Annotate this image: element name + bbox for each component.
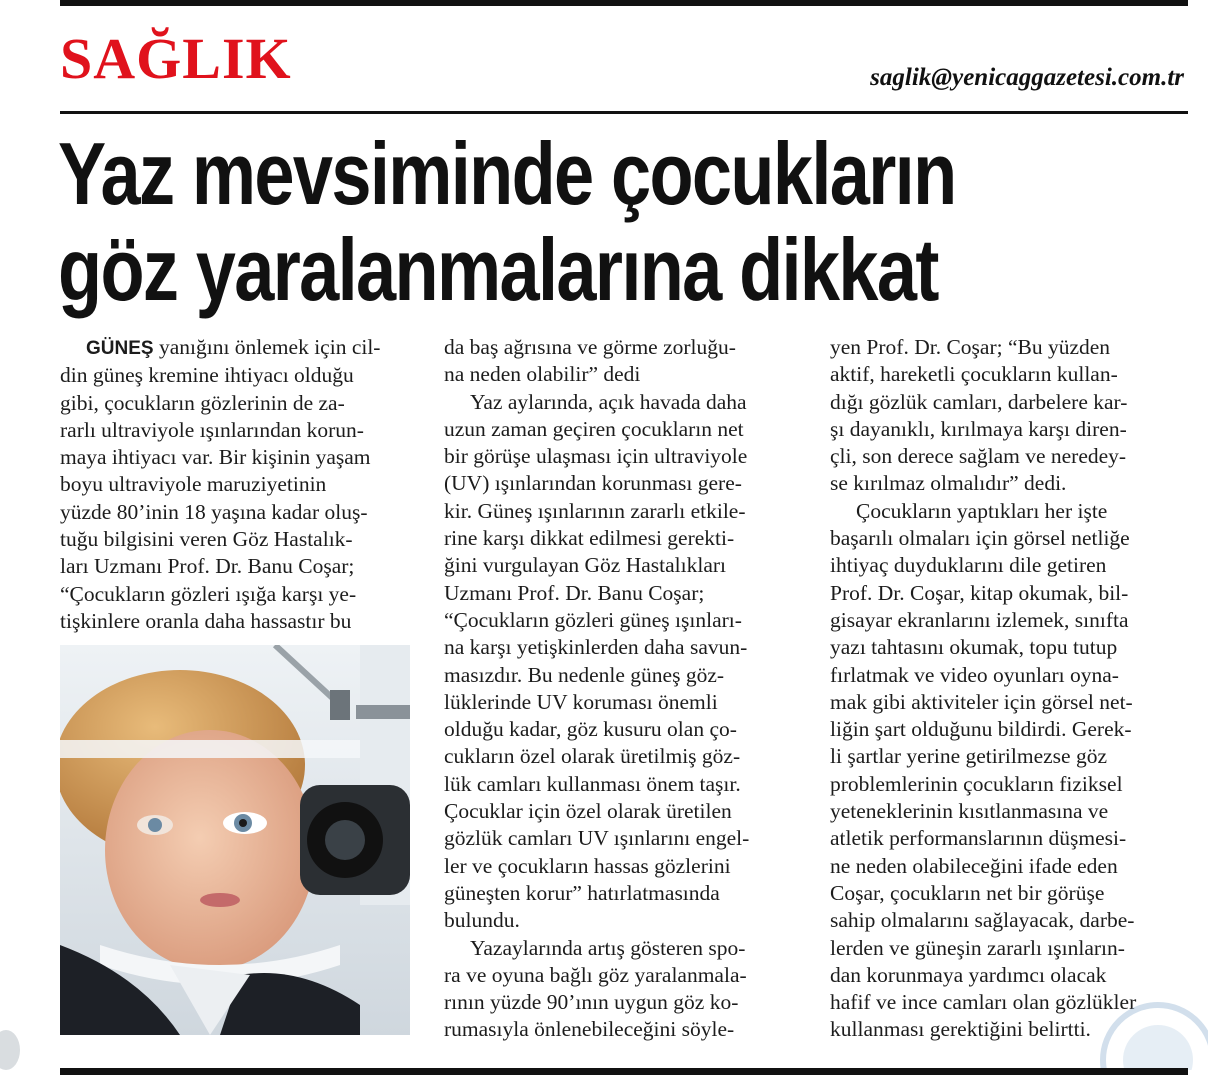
- col2-line: uzun zaman geçiren çocukların net: [444, 416, 744, 441]
- col3-line: çli, son derece sağlam ve neredey-: [830, 444, 1127, 469]
- col2-line: lüklerinde UV koruması önemli: [444, 689, 718, 714]
- article-photo: [60, 645, 410, 1035]
- col1-line: “Çocukların gözleri ışığa karşı ye-: [60, 581, 357, 606]
- col3-line: dığı gözlük camları, darbelere kar-: [830, 389, 1128, 414]
- col3-line: sahip olmalarını sağlayacak, darbe-: [830, 908, 1135, 933]
- col3-line: gisayar ekranlarını izlemek, sınıfta: [830, 607, 1129, 632]
- col2-line: bir görüşe ulaşması için ultraviyole: [444, 444, 748, 469]
- article-column-3: [830, 334, 1182, 1044]
- section-email[interactable]: saglik@yenicaggazetesi.com.tr: [870, 64, 1184, 91]
- col1-line: din güneş kremine ihtiyacı olduğu: [60, 363, 354, 388]
- col2-line: olduğu kadar, göz kusuru olan ço-: [444, 717, 737, 742]
- col2-line: Yazaylarında artış gösteren spo-: [470, 935, 746, 960]
- headline-line-1: Yaz mevsiminde çocukların: [58, 124, 956, 223]
- col3-line: hafif ve ince camları olan gözlükler: [830, 990, 1137, 1015]
- page-edge-mark: [0, 1030, 20, 1070]
- col1-text: yanığını önlemek için cil-: [153, 335, 381, 359]
- col1-line: tuğu bilgisini veren Göz Hastalık-: [60, 527, 353, 552]
- col2-line: güneşten korur” hatırlatmasında: [444, 880, 720, 905]
- bottom-rule: [60, 1068, 1188, 1075]
- col1-line: maya ihtiyacı var. Bir kişinin yaşam: [60, 445, 371, 470]
- col1-line: gibi, çocukların gözlerinin de za-: [60, 390, 345, 415]
- col2-line: ra ve oyuna bağlı göz yaralanmala-: [444, 962, 747, 987]
- col3-line: atletik performanslarının düşmesi-: [830, 826, 1127, 851]
- col2-line: rine karşı dikkat edilmesi gerekti-: [444, 526, 735, 551]
- col1-line: rarlı ultraviyole ışınlarından korun-: [60, 417, 364, 442]
- col3-line: başarılı olmaları için görsel netliğe: [830, 526, 1130, 551]
- col3-line: dan korunmaya yardımcı olacak: [830, 962, 1107, 987]
- col2-line: na karşı yetişkinlerden daha savun-: [444, 635, 748, 660]
- col2-line: Çocuklar için özel olarak üretilen: [444, 799, 732, 824]
- col3-line: ne neden olabileceğini ifade eden: [830, 853, 1118, 878]
- col3-line: yazı tahtasını okumak, topu tutup: [830, 635, 1118, 660]
- col3-line: lerden ve güneşin zararlı ışınların-: [830, 935, 1125, 960]
- col2-line: lük camları kullanması önem taşır.: [444, 771, 741, 796]
- col2-line: masızdır. Bu nedenle güneş göz-: [444, 662, 725, 687]
- col3-line: problemlerinin çocukların fiziksel: [830, 771, 1123, 796]
- col2-line: “Çocukların gözleri güneş ışınları-: [444, 607, 742, 632]
- child-eye-exam-illustration: [60, 645, 410, 1035]
- col2-line: rumasıyla önlenebileceğini söyle-: [444, 1017, 735, 1042]
- col3-line: ihtiyaç duyduklarını dile getiren: [830, 553, 1107, 578]
- col3-line: yen Prof. Dr. Coşar; “Bu yüzden: [830, 335, 1111, 359]
- col3-line: aktif, hareketli çocukların kullan-: [830, 362, 1118, 387]
- col2-line: Yaz aylarında, açık havada daha: [470, 389, 747, 414]
- col3-line: fırlatmak ve video oyunları oyna-: [830, 662, 1119, 687]
- article-column-2: [444, 334, 796, 1044]
- col2-line: da baş ağrısına ve görme zorluğu-: [444, 335, 736, 359]
- col2-line: bulundu.: [444, 908, 520, 933]
- col3-line: Coşar, çocukların net bir görüşe: [830, 880, 1105, 905]
- header-rule: [60, 111, 1188, 114]
- top-rule: [60, 0, 1188, 6]
- col2-line: ğini vurgulayan Göz Hastalıkları: [444, 553, 727, 578]
- headline-line-2: göz yaralanmalarına dikkat: [58, 220, 938, 319]
- col2-line: rının yüzde 90’ının uygun göz ko-: [444, 990, 739, 1015]
- col2-line: Uzmanı Prof. Dr. Banu Coşar;: [444, 580, 705, 605]
- col2-line: cukların özel olarak üretilmiş göz-: [444, 744, 741, 769]
- col3-line: li şartlar yerine getirilmezse göz: [830, 744, 1107, 769]
- col2-line: ler ve çocukların hassas gözlerini: [444, 853, 731, 878]
- section-title: SAĞLIK: [60, 26, 292, 91]
- watermark-globe-icon: [1078, 990, 1208, 1070]
- col3-line: yeteneklerinin kısıtlanmasına ve: [830, 799, 1109, 824]
- col1-line: yüzde 80’inin 18 yaşına kadar oluş-: [60, 499, 368, 524]
- lead-word: GÜNEŞ: [86, 338, 154, 359]
- headline: [58, 126, 993, 318]
- col3-line: Çocukların yaptıkları her işte: [856, 498, 1108, 523]
- col3-line: şı dayanıklı, kırılmaya karşı diren-: [830, 416, 1127, 441]
- col3-line: liğin şart olduğunu bildirdi. Gerek-: [830, 717, 1132, 742]
- col3-line: kullanması gerektiğini belirtti.: [830, 1017, 1091, 1042]
- col2-line: gözlük camları UV ışınlarını engel-: [444, 826, 750, 851]
- col2-line: na neden olabilir” dedi: [444, 362, 641, 387]
- col2-line: (UV) ışınlarından korunması gere-: [444, 471, 742, 496]
- col1-line: [60, 334, 412, 362]
- col1-line: ları Uzmanı Prof. Dr. Banu Coşar;: [60, 554, 355, 579]
- col1-line: boyu ultraviyole maruziyetinin: [60, 472, 327, 497]
- article-column-1: [60, 334, 412, 635]
- col3-line: Prof. Dr. Coşar, kitap okumak, bil-: [830, 580, 1129, 605]
- col1-line: tişkinlere oranla daha hassastır bu: [60, 608, 352, 633]
- col3-line: se kırılmaz olmalıdır” dedi.: [830, 471, 1067, 496]
- col2-line: kir. Güneş ışınlarının zararlı etkile-: [444, 498, 746, 523]
- col3-line: mak gibi aktiviteler için görsel net-: [830, 689, 1133, 714]
